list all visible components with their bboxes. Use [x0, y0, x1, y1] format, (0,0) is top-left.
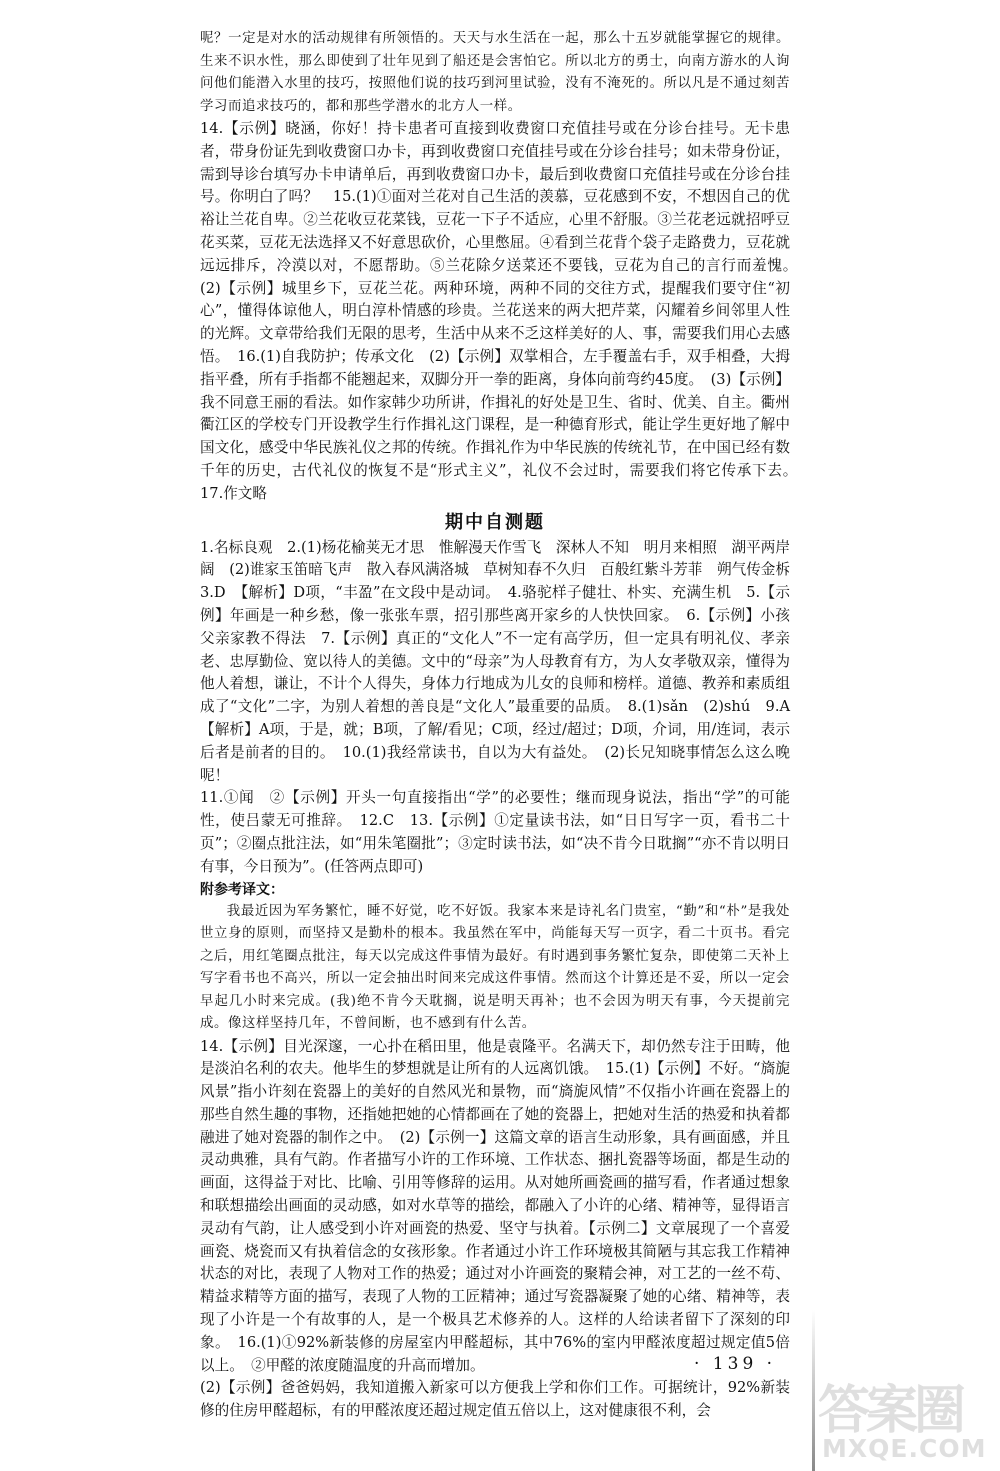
reference-translation-text: 我最近因为军务繁忙，睡不好觉，吃不好饭。我家本来是诗礼名门贵室，“勤”和“朴”是我处世立身的原则，而坚持又是勤朴的根本。我虽然在军中，尚能每天写一页字，看二十页书。看完之后，用红笔圈点批注，每天以完成这件事情为最好。有时遇到事务繁忙复杂，即使第二天补上写字看书也不高兴，所以一定会抽出时间来完成这件事情。然而这个计算还是不妥，所以一定会早起几小时来完成。(我)绝不肯今天耽搁，说是明天再补；也不会因为明天有事，今天提前完成。像这样坚持几年，不曾间断，也不感到有什么苦。 — [200, 903, 790, 1031]
answers-block-1: 14.【示例】晓涵，你好！持卡患者可直接到收费窗口充值挂号或在分诊台挂号。无卡患者，带身份证先到收费窗口办卡，再到收费窗口充值挂号或在分诊台挂号；如未带身份证，需到导诊台填写办卡申请单后，再到收费窗口办卡，最后到收费窗口充值挂号或在分诊台挂号。你明白了吗？ 15.(1)①面对兰花对自己生活的羡慕，豆花感到不安，不想因自己的优裕让兰花自卑。②兰花收豆花菜钱，豆花一下子不适应，心里不舒服。③兰花老远就招呼豆花买菜，豆花无法选择又不好意思砍价，心里憋屈。④看到兰花背个袋子走路费力，豆花就远远排斥，冷漠以对，不愿帮助。⑤兰花除夕送菜还不要钱，豆花为自己的言行而羞愧。 (2)【示例】城里乡下，豆花兰花。两种环境，两种不同的交往方式，提醒我们要守住“初心”，懂得体谅他人，明白淳朴情感的珍贵。兰花送来的两大把芹菜，闪耀着乡间邻里人性的光辉。文章带给我们无限的思考，生活中从来不乏这样美好的人、事，需要我们用心去感悟。 16.(1)自我防护；传承文化 (2)【示例】双掌相合，左手覆盖右手，双手相叠，大拇指平叠，所有手指都不能翘起来，双脚分开一拳的距离，身体向前弯约45度。 (3)【示例】我不同意王丽的看法。如作家韩少功所讲，作揖礼的好处是卫生、省时、优美、自主。衢州衢江区的学校专门开设教学生行作揖礼这门课程，是一种德育形式，能让学生更好地了解中国文化，感受中华民族礼仪之邦的传统。作揖礼作为中华民族的传统礼节，在中国已经有数千年的历史，古代礼仪的恢复不是“形式主义”，礼仪不会过时，需要我们将它传承下去。 17.作文略 — [200, 120, 805, 502]
watermark-site: MXQE.COM — [822, 1434, 987, 1463]
answers-block-4: 14.【示例】目光深邃，一心扑在稻田里，他是袁隆平。名满天下，却仍然专注于田畴，他是淡泊名利的农夫。他毕生的梦想就是让所有的人远离饥饿。 15.(1)【示例】不好。“旖旎风景”指小许刻在瓷器上的美好的自然风光和景物，而“旖旎风情”不仅指小许画在瓷器上的那些自然生趣的事物，还指她把她的心情都画在了她的瓷器上，把她对生活的热爱和执着都融进了她对瓷器的制作之中。 (2)【示例一】这篇文章的语言生动形象，具有画面感，并且灵动典雅，具有气韵。作者描写小许的工作环境、工作状态、捆扎瓷器等场面，都是生动的画面，这得益于对比、比喻、引用等修辞的运用。从对她所画瓷画的描写看，作者通过想象和联想描绘出画面的灵动感，如对水草等的描绘，都融入了小许的心绪、精神等，显得语言灵动有气韵，让人感受到小许对画瓷的热爱、坚守与执着。【示例二】文章展现了一个喜爱画瓷、烧瓷而又有执着信念的女孩形象。作者通过小许工作环境极其简陋与其忘我工作精神状态的对比，表现了人物对工作的热爱；通过对小许画瓷的聚精会神，对工艺的一丝不苟、精益求精等方面的描写，表现了人物的工匠精神；通过写瓷器凝聚了她的心绪、精神等，表现了小许是一个有故事的人，是一个极具艺术修养的人。这样的人给读者留下了深刻的印象。 16.(1)①92%新装修的房屋室内甲醛超标，其中76%的室内甲醛浓度超过规定值5倍以上。 ②甲醛的浓度随温度的升高而增加。 — [200, 1037, 790, 1374]
document-page — [200, 28, 805, 1423]
reference-translation-label: 附参考译文： — [200, 881, 284, 898]
answers-block-3: 11.①闻 ②【示例】开头一句直接指出“学”的必要性；继而现身说法，指出“学”的可能性，使吕蒙无可推辞。 12.C 13.【示例】①定量读书法，如“日日写字一页，看书二十页”；②圈点批注法，如“用朱笔圈批”；③定时读书法，如“决不肯今日耽搁”“亦不肯以明日有事，今日预为”。(任答两点即可) — [200, 789, 790, 875]
answers-block-5: (2)【示例】爸爸妈妈，我知道搬入新家可以方便我上学和你们工作。可据统计，92%新装修的住房甲醛超标，有的甲醛浓度还超过规定值五倍以上，这对健康很不利，会 — [200, 1379, 790, 1420]
page-number: · 139 · — [694, 1354, 777, 1374]
top-translation-text: 呢？一定是对水的活动规律有所领悟的。天天与水生活在一起，那么十五岁就能掌握它的规律。生来不识水性，那么即使到了壮年见到了船还是会害怕它。所以北方的勇士，向南方游水的人询问他们能潜入水里的技巧，按照他们说的技巧到河里试验，没有不淹死的。所以凡是不通过刻苦学习而追求技巧的，都和那些学潜水的北方人一样。 — [200, 31, 790, 114]
watermark-logo — [818, 1368, 988, 1466]
answers-block-2: 1.名标良观 2.(1)杨花榆荚无才思 惟解漫天作雪飞 深林人不知 明月来相照 湖平两岸阔 (2)谁家玉笛暗飞声 散入春风满洛城 草树知春不久归 百般红紫斗芳菲 朔气传金柝 3.D 【解析】D项，“丰盈”在文段中是动词。 4.骆驼样子健壮、朴实、充满生机 5.【示例】年画是一种乡愁，像一张张车票，招引那些离开家乡的人快快回家。 6.【示例】小孩父亲家教不得法 7.【示例】真正的“文化人”不一定有高学历，但一定具有明礼仪、孝亲老、忠厚勤俭、宽以待人的美德。文中的“母亲”为人母教育有方，为人女孝敬双亲，懂得为他人着想，谦让，不计个人得失，身体力行地成为儿女的良师和榜样。道德、教养和素质组成了“文化”二字，为别人着想的善良是“文化人”最重要的品质。 8.(1)sǎn (2)shú 9.A 【解析】A项，于是，就；B项，了解/看见；C项，经过/超过；D项，介词，用/连词，表示后者是前者的目的。 10.(1)我经常读书，自以为大有益处。 (2)长兄知晓事情怎么这么晚呢！ — [200, 538, 805, 784]
watermark-mark: 答案圈 — [818, 1381, 963, 1441]
section-title: 期中自测题 — [445, 511, 545, 533]
page-edge-shadow — [812, 1310, 815, 1471]
